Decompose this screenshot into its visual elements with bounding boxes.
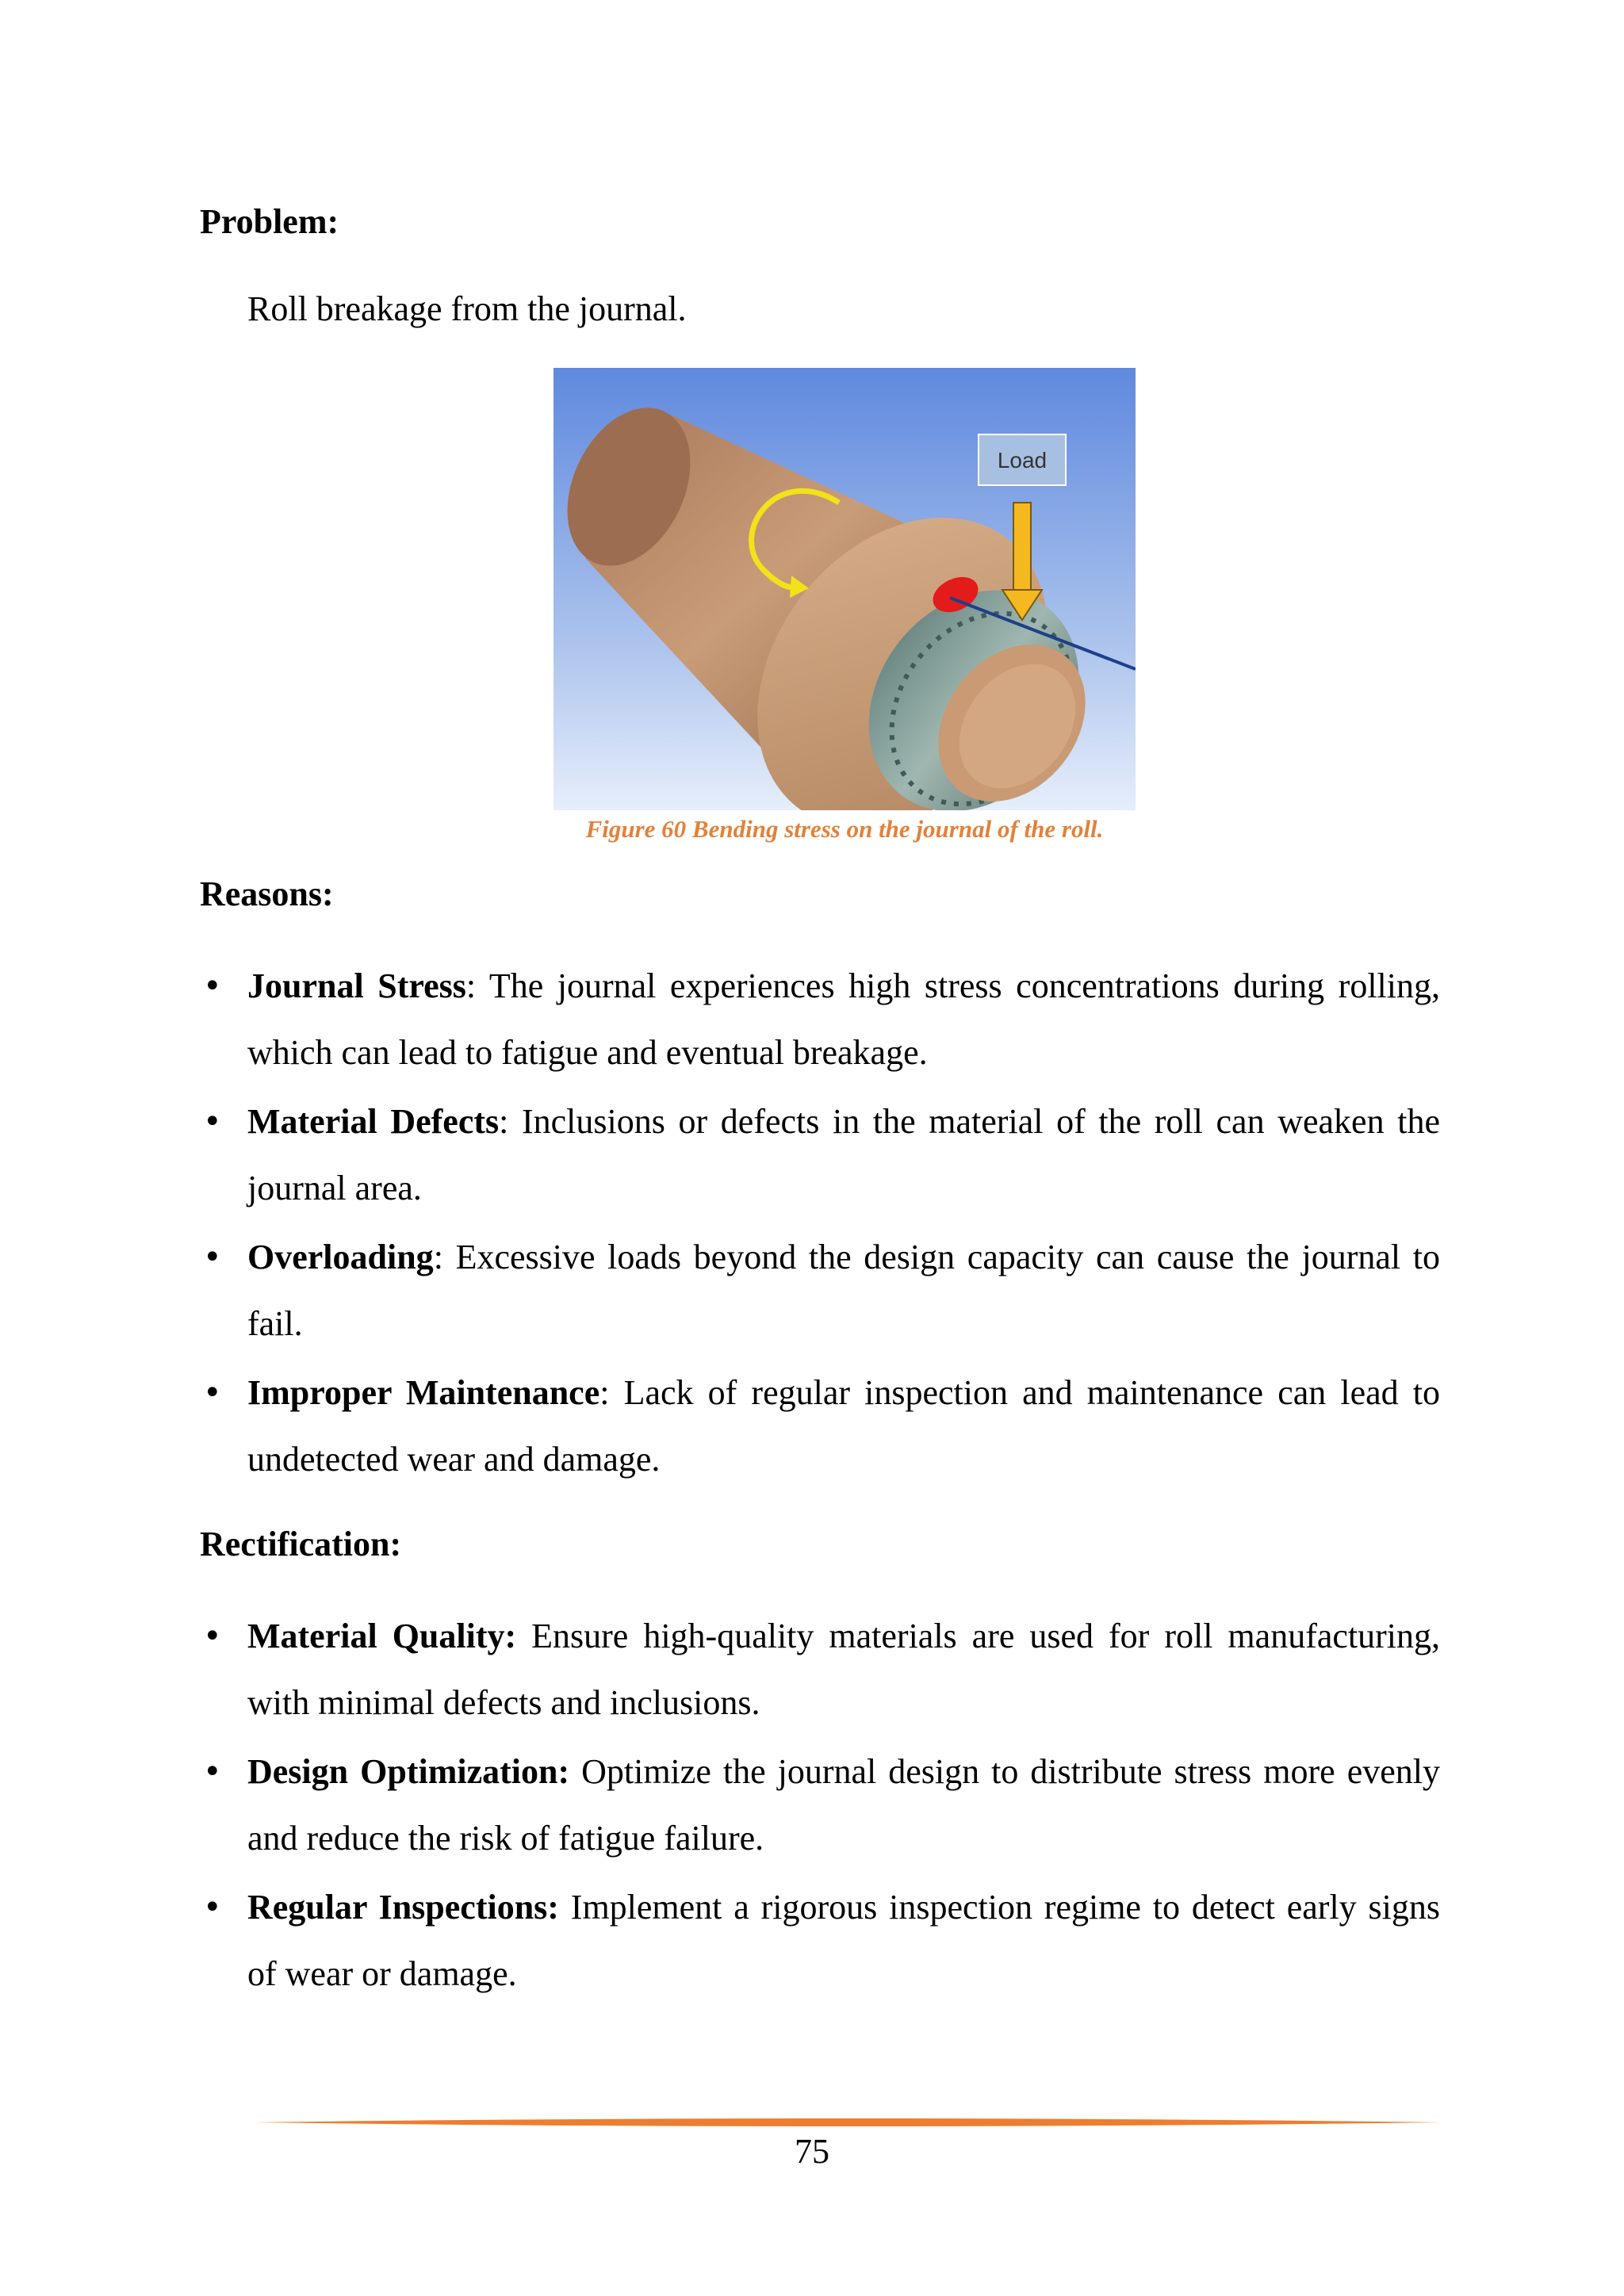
reason-text: : Inclusions or defects in the material of the roll can weaken the journal area. <box>247 1102 1440 1207</box>
rectification-term: Design Optimization: <box>247 1752 570 1791</box>
roll-figure <box>553 368 1136 810</box>
bullet-icon: • <box>203 968 222 1004</box>
bullet-icon: • <box>203 1375 222 1411</box>
figure-caption: Figure 60 Bending stress on the journal of the roll. <box>585 815 1104 843</box>
footer-divider <box>254 2117 1442 2128</box>
list-item <box>200 1360 1440 1493</box>
bullet-icon: • <box>203 1754 222 1790</box>
list-item <box>200 1874 1440 2007</box>
problem-text: Roll breakage from the journal. <box>247 289 687 328</box>
reason-text: : Lack of regular inspection and maintenance can lead to undetected wear and damage. <box>247 1373 1441 1479</box>
rectification-list <box>200 1603 1440 2010</box>
bullet-icon: • <box>203 1239 222 1276</box>
bullet-icon: • <box>203 1618 222 1655</box>
bullet-icon: • <box>203 1104 222 1140</box>
roll-illustration <box>553 368 1136 810</box>
problem-heading: Problem: <box>200 202 339 241</box>
rectification-term: Regular Inspections: <box>247 1888 559 1927</box>
reasons-heading: Reasons: <box>200 874 334 913</box>
bullet-icon: • <box>203 1889 222 1926</box>
list-item <box>200 1603 1440 1736</box>
page-number: 75 <box>795 2132 829 2171</box>
reason-term: Improper Maintenance <box>247 1373 600 1412</box>
list-item <box>200 1089 1440 1222</box>
rectification-text: Ensure high-quality materials are used for roll manufacturing, with minimal defects and inclusions. <box>247 1617 1440 1722</box>
reason-text: : The journal experiences high stress concentrations during rolling, which can lead to fatigue and eventual breakage. <box>247 966 1440 1072</box>
load-label: Load <box>997 448 1048 473</box>
reason-term: Material Defects <box>247 1102 500 1141</box>
load-arrow-shaft <box>1013 503 1031 590</box>
list-item <box>200 1224 1440 1357</box>
list-item <box>200 1739 1440 1872</box>
reasons-list <box>200 953 1440 1495</box>
list-item <box>200 953 1440 1086</box>
reason-term: Journal Stress <box>247 966 466 1005</box>
reason-term: Overloading <box>247 1238 434 1276</box>
rectification-term: Material Quality: <box>247 1617 517 1655</box>
rectification-heading: Rectification: <box>200 1525 402 1563</box>
reason-text: : Excessive loads beyond the design capacity can cause the journal to fail. <box>247 1238 1440 1343</box>
rectification-text: Optimize the journal design to distribute stress more evenly and reduce the risk of fatigue failure. <box>247 1752 1440 1858</box>
rectification-text: Implement a rigorous inspection regime to detect early signs of wear or damage. <box>247 1888 1440 1993</box>
